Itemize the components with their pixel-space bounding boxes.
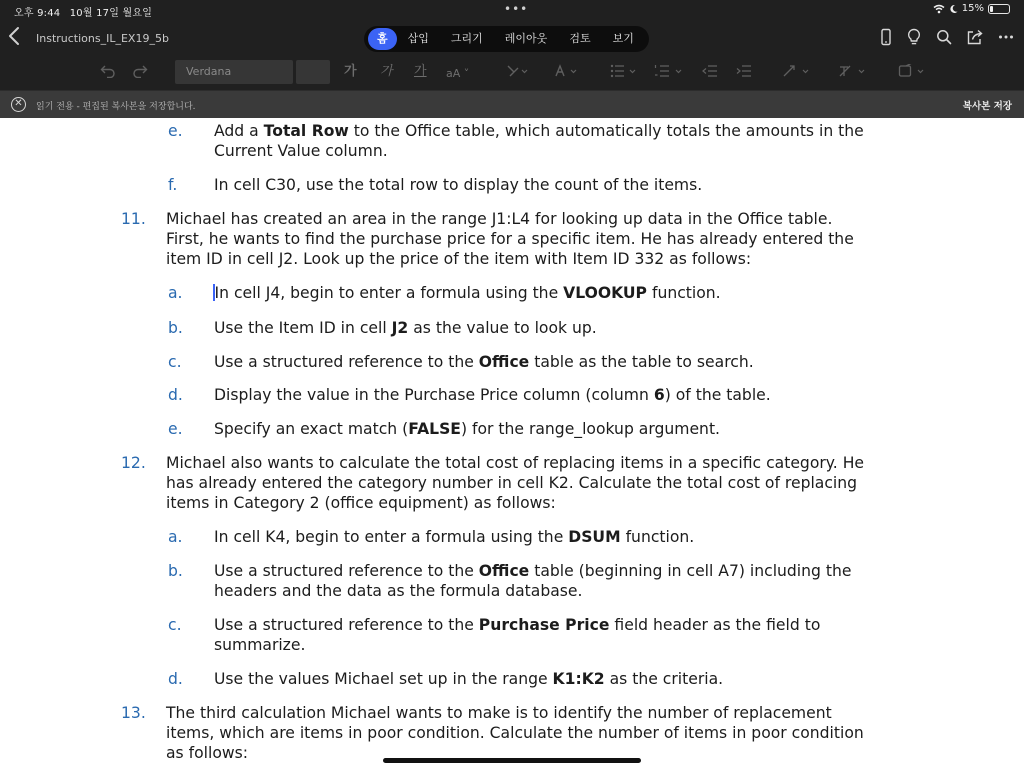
app-chrome — [0, 0, 1024, 118]
numbered-list-icon[interactable] — [654, 64, 684, 78]
list-item-text: Use a structured reference to the Office table as the table to search. — [214, 353, 754, 371]
list-marker: c. — [168, 353, 182, 371]
step-text: items, which are items in poor condition. Calculate the number of items in poor condition — [166, 724, 864, 742]
list-marker: b. — [168, 562, 183, 580]
list-item-text: Display the value in the Purchase Price column (column 6) of the table. — [214, 386, 771, 404]
read-only-message: 읽기 전용 - 편집된 복사본을 저장합니다. — [36, 102, 196, 112]
status-bar — [0, 0, 1024, 20]
list-marker: d. — [168, 670, 183, 688]
underline-icon[interactable]: 가 — [414, 64, 427, 79]
step-text: First, he wants to find the purchase price for a specific item. He has already entered the — [166, 230, 854, 248]
list-item-text: Use the values Michael set up in the range K1:K2 as the criteria. — [214, 670, 724, 688]
italic-icon[interactable]: 가 — [380, 64, 393, 79]
increase-indent-icon[interactable] — [736, 64, 752, 78]
step-text: item ID in cell J2. Look up the price of the item with Item ID 332 as follows: — [166, 250, 752, 268]
font-size-field[interactable] — [296, 60, 330, 84]
list-marker: f. — [168, 176, 178, 194]
decrease-indent-icon[interactable] — [702, 64, 718, 78]
step-text: Michael has created an area in the range J1:L4 for looking up data in the Office table. — [166, 210, 833, 228]
home-indicator[interactable] — [383, 758, 641, 763]
list-item-text: In cell C30, use the total row to display the count of the items. — [214, 176, 703, 194]
highlight-icon[interactable] — [506, 64, 528, 78]
list-marker: e. — [168, 420, 183, 438]
bullet-list-icon[interactable] — [610, 64, 638, 78]
bold-icon[interactable]: 가 — [344, 64, 357, 79]
step-text: Michael also wants to calculate the total cost of replacing items in a specific category. He — [166, 454, 865, 472]
ribbon-toolbar — [0, 56, 1024, 88]
tab-view[interactable]: 보기 — [612, 32, 634, 45]
tab-review[interactable]: 검토 — [569, 32, 591, 45]
font-case-icon[interactable]: aA ˅ — [446, 67, 470, 80]
tab-insert[interactable]: 삽입 — [407, 32, 429, 45]
step-text: has already entered the category number in cell K2. Calculate the total cost of replacing — [166, 474, 858, 492]
more-icon[interactable] — [998, 34, 1014, 40]
step-number: 12. — [121, 454, 146, 472]
step-text: The third calculation Michael wants to make is to identify the number of replacement — [166, 704, 832, 722]
list-item-text: Specify an exact match (FALSE) for the range_lookup argument. — [214, 420, 721, 438]
list-marker: c. — [168, 616, 182, 634]
tab-draw[interactable]: 그리기 — [450, 32, 483, 45]
list-marker: b. — [168, 319, 183, 337]
list-item-text: In cell J4, begin to enter a formula using the VLOOKUP function. — [214, 284, 721, 302]
step-number: 11. — [121, 210, 146, 228]
document-body[interactable] — [0, 118, 1024, 768]
save-copy-button[interactable]: 복사본 저장 — [962, 101, 1012, 112]
list-item-text: In cell K4, begin to enter a formula using the DSUM function. — [214, 528, 695, 546]
list-item-text-cont: headers and the data as the formula database. — [214, 582, 583, 600]
step-text: items in Category 2 (office equipment) as follows: — [166, 494, 556, 512]
list-item-text-cont: Current Value column. — [214, 142, 388, 160]
list-item-text-cont: summarize. — [214, 636, 306, 654]
status-time: 오후 9:44 — [14, 8, 61, 19]
battery-percent: 15% — [961, 3, 984, 14]
ribbon-tabs — [364, 26, 649, 52]
step-text: as follows: — [166, 744, 249, 762]
wifi-icon — [933, 4, 945, 14]
step-number: 13. — [121, 704, 146, 722]
list-marker: e. — [168, 122, 183, 140]
battery-level — [990, 6, 993, 12]
title-actions — [880, 28, 1014, 46]
status-indicators — [933, 3, 1010, 14]
list-item-text: Add a Total Row to the Office table, which automatically totals the amounts in the — [214, 122, 864, 140]
mobile-view-icon[interactable] — [880, 28, 892, 46]
share-icon[interactable] — [966, 29, 984, 45]
list-item-text: Use the Item ID in cell J2 as the value to look up. — [214, 319, 597, 337]
paragraph-mark-icon[interactable] — [782, 64, 812, 78]
list-item-text: Use a structured reference to the Office table (beginning in cell A7) including the — [214, 562, 852, 580]
tab-home[interactable]: 홈 — [368, 28, 397, 50]
status-clock — [14, 4, 158, 19]
tab-layout[interactable]: 레이아웃 — [504, 32, 548, 45]
close-icon[interactable]: ✕ — [11, 97, 26, 112]
font-color-icon[interactable] — [554, 64, 578, 78]
status-date: 10월 17일 월요일 — [69, 8, 153, 19]
format-painter-icon[interactable] — [898, 64, 928, 78]
lightbulb-icon[interactable] — [906, 28, 922, 46]
list-marker: a. — [168, 528, 183, 546]
list-item-text: Use a structured reference to the Purchase Price field header as the field to — [214, 616, 821, 634]
font-name-field[interactable]: Verdana — [175, 60, 293, 84]
styles-icon[interactable] — [838, 64, 868, 78]
chevron-left-icon[interactable] — [8, 26, 26, 50]
list-marker: d. — [168, 386, 183, 404]
moon-icon — [949, 4, 958, 14]
battery-icon — [988, 4, 1010, 14]
multitask-dots-icon[interactable]: ••• — [504, 2, 529, 16]
undo-icon[interactable] — [100, 64, 116, 78]
read-only-bar — [0, 90, 1024, 118]
document-title[interactable]: Instructions_IL_EX19_5b — [36, 32, 169, 45]
redo-icon[interactable] — [132, 64, 148, 78]
search-icon[interactable] — [936, 29, 952, 45]
list-marker: a. — [168, 284, 183, 302]
title-bar — [0, 24, 1024, 54]
